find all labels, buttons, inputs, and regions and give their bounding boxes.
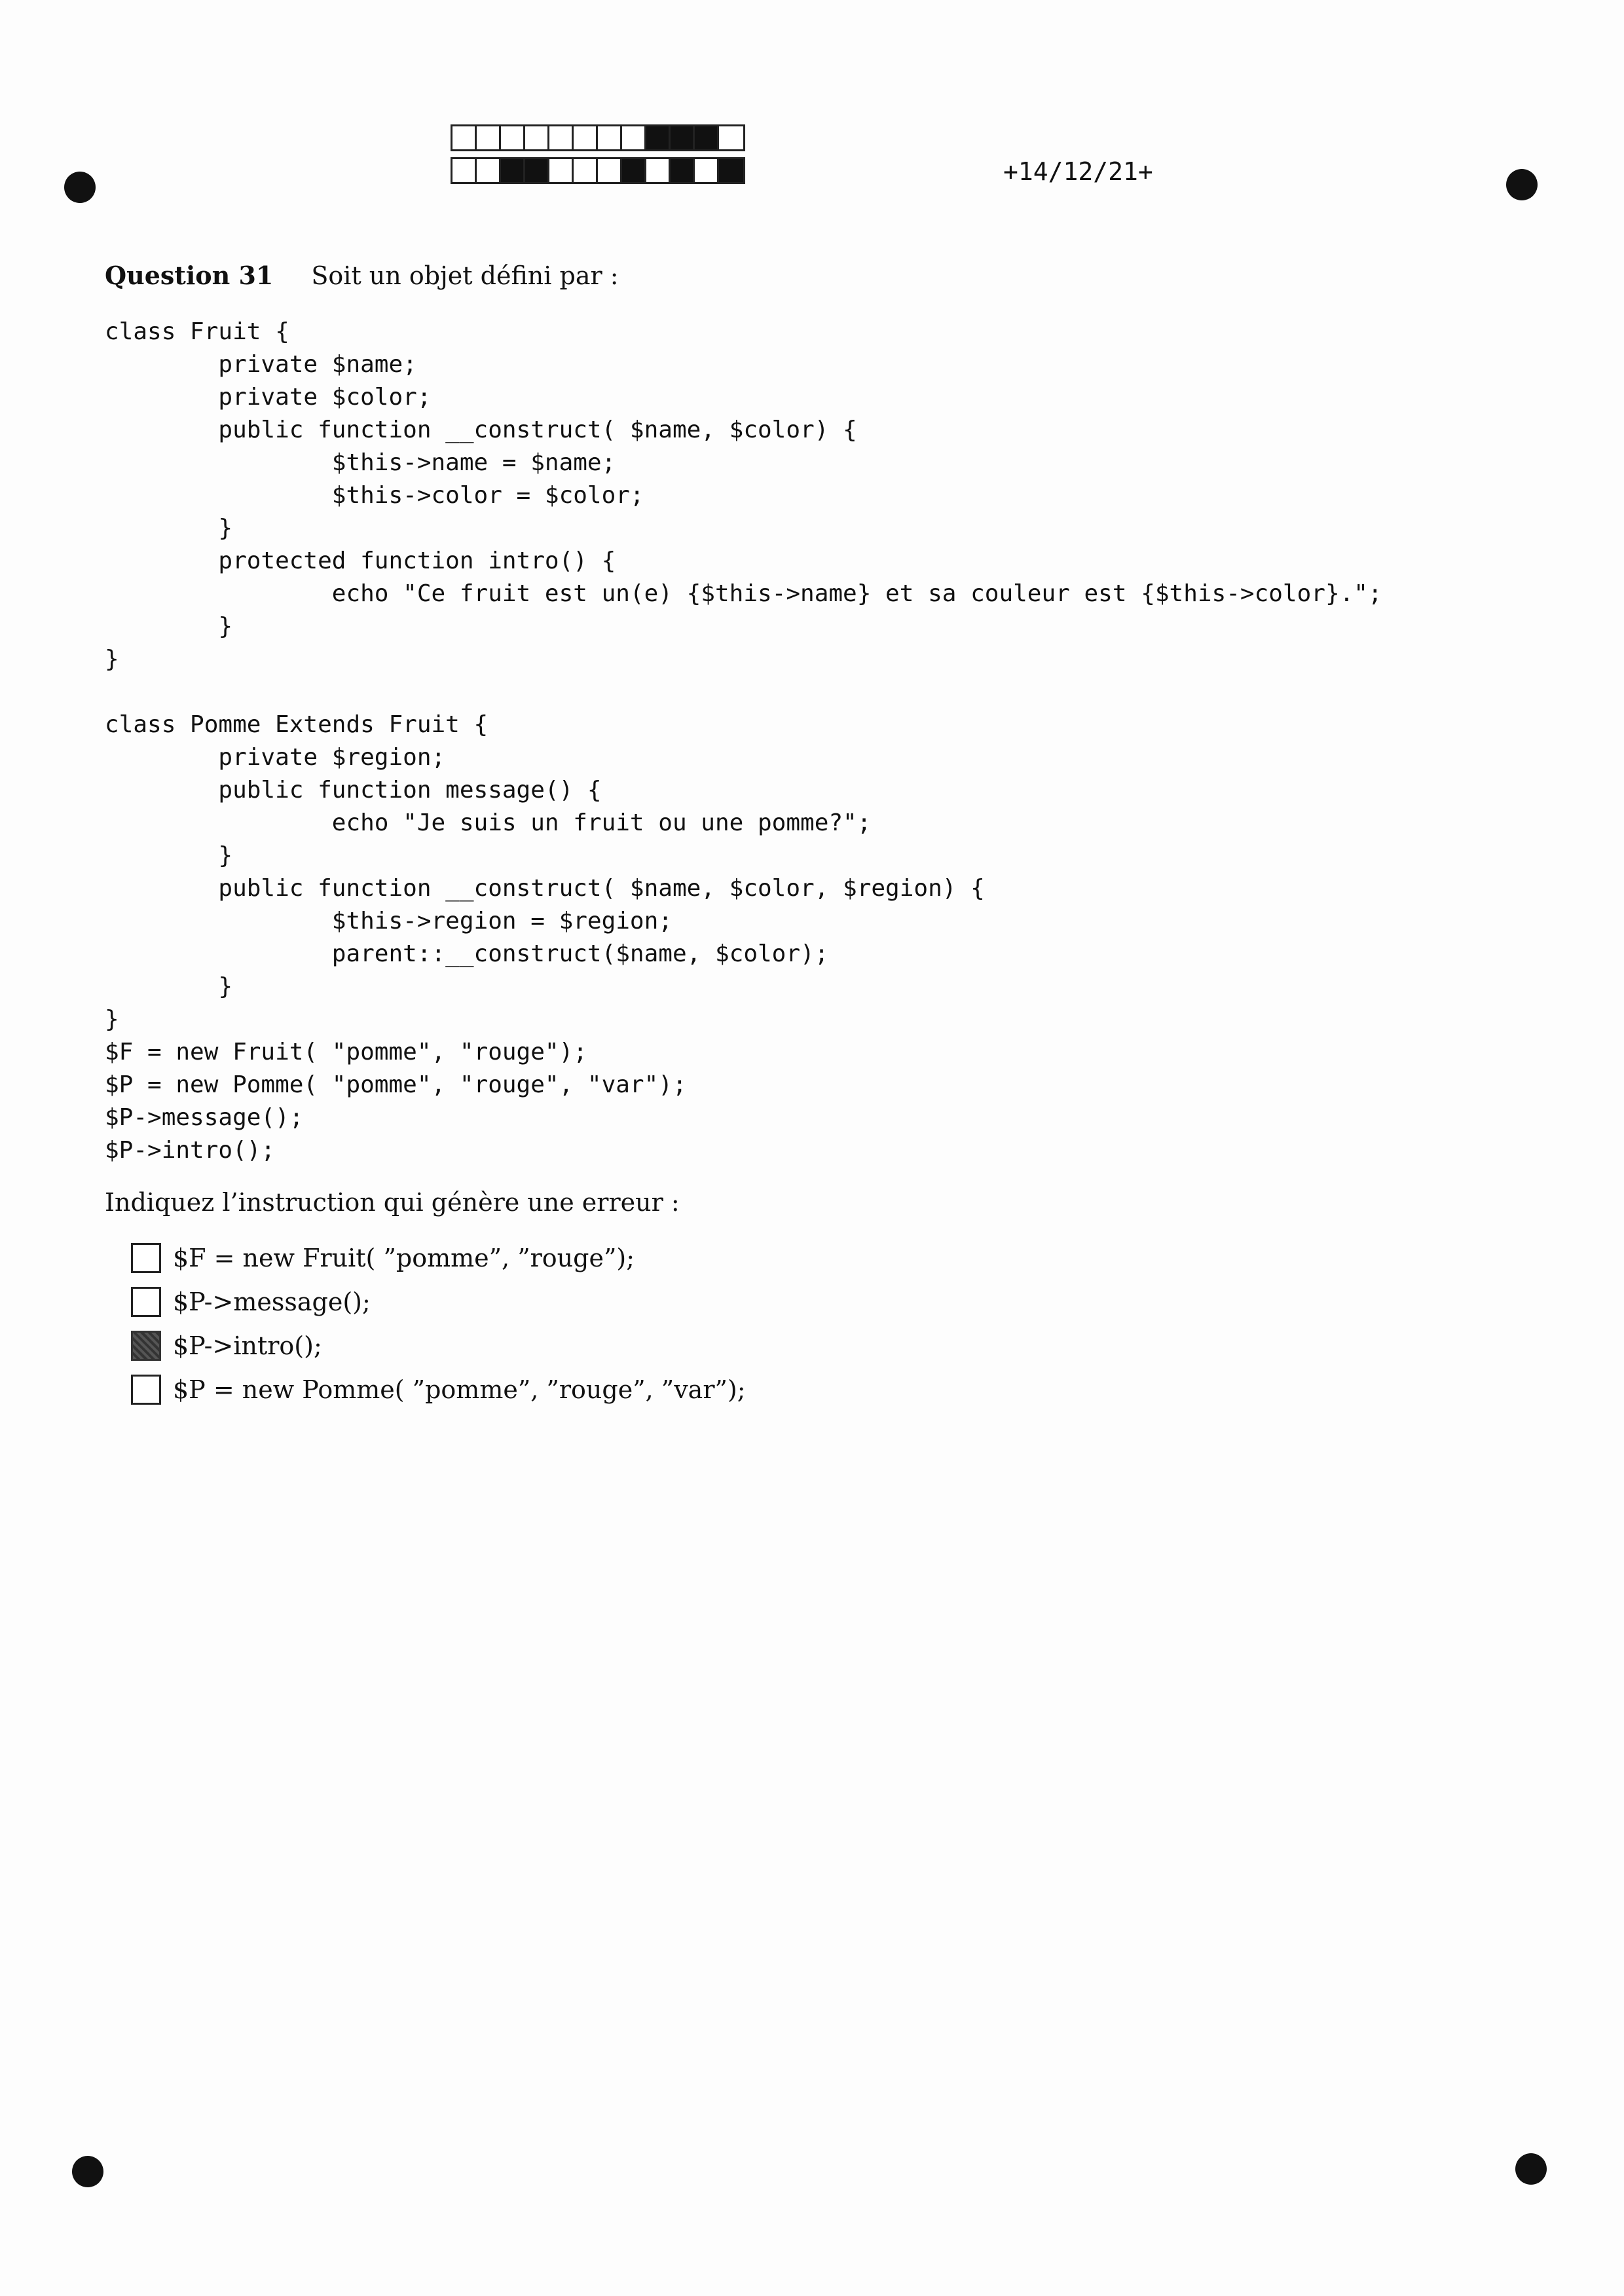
answer-checkbox[interactable] — [131, 1287, 161, 1317]
answer-option[interactable] — [131, 1329, 746, 1362]
barcode-cell — [477, 126, 501, 149]
code-line: public function __construct( $name, $color, $region) { — [105, 875, 985, 902]
code-line: private $region; — [105, 744, 446, 771]
barcode-cell — [477, 159, 501, 182]
code-line — [105, 676, 1382, 709]
answer-label: $P->intro(); — [173, 1331, 322, 1360]
barcode-cell — [646, 126, 671, 149]
code-line: class Pomme Extends Fruit { — [105, 711, 489, 738]
registration-mark-top-left — [64, 172, 96, 203]
barcode-cell — [549, 126, 574, 149]
barcode-cell — [646, 159, 671, 182]
barcode-cell — [695, 126, 719, 149]
barcode-cell — [549, 159, 574, 182]
code-line: $P->message(); — [105, 1104, 304, 1131]
code-line: $F = new Fruit( "pomme", "rouge"); — [105, 1039, 587, 1065]
code-line: private $color; — [105, 384, 432, 411]
barcode-cell — [671, 126, 695, 149]
code-line: public function message() { — [105, 777, 602, 804]
barcode-cell — [671, 159, 695, 182]
barcode-cell — [501, 126, 525, 149]
barcode-cell — [719, 159, 743, 182]
code-line: } — [105, 646, 119, 673]
barcode-cell — [598, 159, 622, 182]
code-line: } — [105, 613, 233, 640]
code-line: $this->name = $name; — [105, 449, 616, 476]
answer-option[interactable] — [131, 1373, 746, 1406]
answer-checkbox[interactable] — [131, 1331, 161, 1361]
barcode-cell — [695, 159, 719, 182]
code-line: private $name; — [105, 351, 417, 378]
question-heading — [105, 261, 619, 290]
code-line: class Fruit { — [105, 318, 289, 345]
barcode-cell — [622, 126, 646, 149]
code-line: parent::__construct($name, $color); — [105, 940, 829, 967]
barcode-bottom — [451, 157, 745, 184]
barcode-cell — [452, 159, 477, 182]
barcode-cell — [574, 159, 598, 182]
answer-option[interactable] — [131, 1286, 746, 1318]
answer-list — [131, 1242, 746, 1417]
barcode-cell — [719, 126, 743, 149]
code-line: } — [105, 515, 233, 542]
barcode-cell — [598, 126, 622, 149]
code-line: $P = new Pomme( "pomme", "rouge", "var"); — [105, 1071, 687, 1098]
code-line: protected function intro() { — [105, 547, 616, 574]
question-number: Question 31 — [105, 261, 274, 290]
code-line: } — [105, 1006, 119, 1033]
answer-checkbox[interactable] — [131, 1375, 161, 1405]
barcode-cell — [574, 126, 598, 149]
barcode-cell — [525, 159, 549, 182]
answer-label: $P = new Pomme( ”pomme”, ”rouge”, ”var”); — [173, 1375, 746, 1404]
registration-mark-bottom-left — [72, 2156, 103, 2187]
code-line: $this->region = $region; — [105, 908, 673, 935]
code-line: $P->intro(); — [105, 1137, 276, 1164]
code-line: echo "Je suis un fruit ou une pomme?"; — [105, 809, 872, 836]
registration-mark-bottom-right — [1515, 2153, 1547, 2185]
answer-label: $P->message(); — [173, 1287, 371, 1316]
answer-prompt: Indiquez l’instruction qui génère une erreur : — [105, 1188, 680, 1217]
answer-checkbox[interactable] — [131, 1243, 161, 1273]
question-text: Soit un objet défini par : — [311, 261, 619, 290]
barcode-cell — [622, 159, 646, 182]
barcode-top — [451, 124, 745, 151]
barcode-cell — [452, 126, 477, 149]
code-line: echo "Ce fruit est un(e) {$this->name} et sa couleur est {$this->color}."; — [105, 580, 1382, 607]
exam-id: +14/12/21+ — [1003, 157, 1153, 186]
code-line: public function __construct( $name, $color) { — [105, 417, 857, 443]
registration-mark-top-right — [1506, 169, 1538, 200]
code-line: $this->color = $color; — [105, 482, 644, 509]
answer-option[interactable] — [131, 1242, 746, 1274]
barcode-cell — [501, 159, 525, 182]
code-line: } — [105, 973, 233, 1000]
answer-label: $F = new Fruit( ”pomme”, ”rouge”); — [173, 1244, 635, 1272]
code-line: } — [105, 842, 233, 869]
code-block — [105, 316, 1382, 1167]
barcode-cell — [525, 126, 549, 149]
